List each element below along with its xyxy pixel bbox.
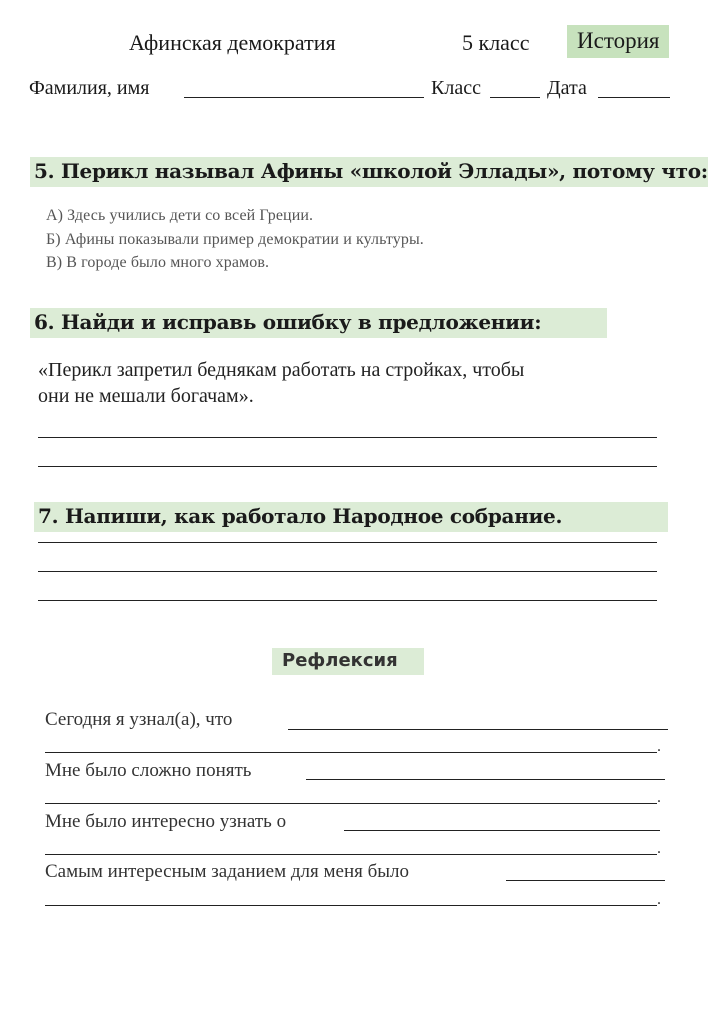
worksheet-title: Афинская демократия <box>129 30 336 55</box>
reflection-answer-line[interactable] <box>288 729 668 730</box>
line-end-period: . <box>657 789 661 806</box>
name-label: Фамилия, имя <box>29 77 150 99</box>
date-field[interactable] <box>598 97 670 98</box>
reflection-answer-line[interactable] <box>344 830 660 831</box>
reflection-answer-line[interactable] <box>45 854 657 855</box>
line-end-period: . <box>657 891 661 908</box>
reflection-answer-line[interactable] <box>306 779 665 780</box>
reflection-answer-line[interactable] <box>45 803 657 804</box>
reflection-prompt-interesting: Мне было интересно узнать о <box>45 811 287 832</box>
reflection-prompt-learned: Сегодня я узнал(а), что <box>45 709 233 730</box>
q6-quote-line1: «Перикл запретил беднякам работать на стройках, чтобы <box>38 359 525 381</box>
q6-quote-line2: они не мешали богачам». <box>38 385 254 407</box>
q5-heading: 5. Перикл называл Афины «школой Эллады», потому что: <box>30 157 708 187</box>
subject-badge: История <box>567 25 669 58</box>
reflection-answer-line[interactable] <box>45 905 657 906</box>
q6-answer-line[interactable] <box>38 437 657 438</box>
grade-label: 5 класс <box>462 30 530 55</box>
class-label: Класс <box>431 77 481 99</box>
reflection-prompt-difficult: Мне было сложно понять <box>45 760 252 781</box>
reflection-prompt-favorite-task: Самым интересным заданием для меня было <box>45 861 410 882</box>
name-field[interactable] <box>184 97 424 98</box>
reflection-answer-line[interactable] <box>45 752 657 753</box>
q6-answer-line[interactable] <box>38 466 657 467</box>
q6-heading: 6. Найди и исправь ошибку в предложении: <box>30 308 607 338</box>
class-field[interactable] <box>490 97 540 98</box>
q5-option-b[interactable]: Б) Афины показывали пример демократии и культуры. <box>46 231 424 248</box>
line-end-period: . <box>657 840 661 857</box>
q7-answer-line[interactable] <box>38 542 657 543</box>
q5-option-a[interactable]: А) Здесь учились дети со всей Греции. <box>46 207 314 224</box>
q7-answer-line[interactable] <box>38 600 657 601</box>
q7-heading: 7. Напиши, как работало Народное собрание. <box>34 502 668 532</box>
line-end-period: . <box>657 738 661 755</box>
reflection-heading: Рефлексия <box>272 648 424 675</box>
date-label: Дата <box>547 77 587 99</box>
reflection-answer-line[interactable] <box>506 880 665 881</box>
q7-answer-line[interactable] <box>38 571 657 572</box>
q5-option-c[interactable]: В) В городе было много храмов. <box>46 254 270 271</box>
